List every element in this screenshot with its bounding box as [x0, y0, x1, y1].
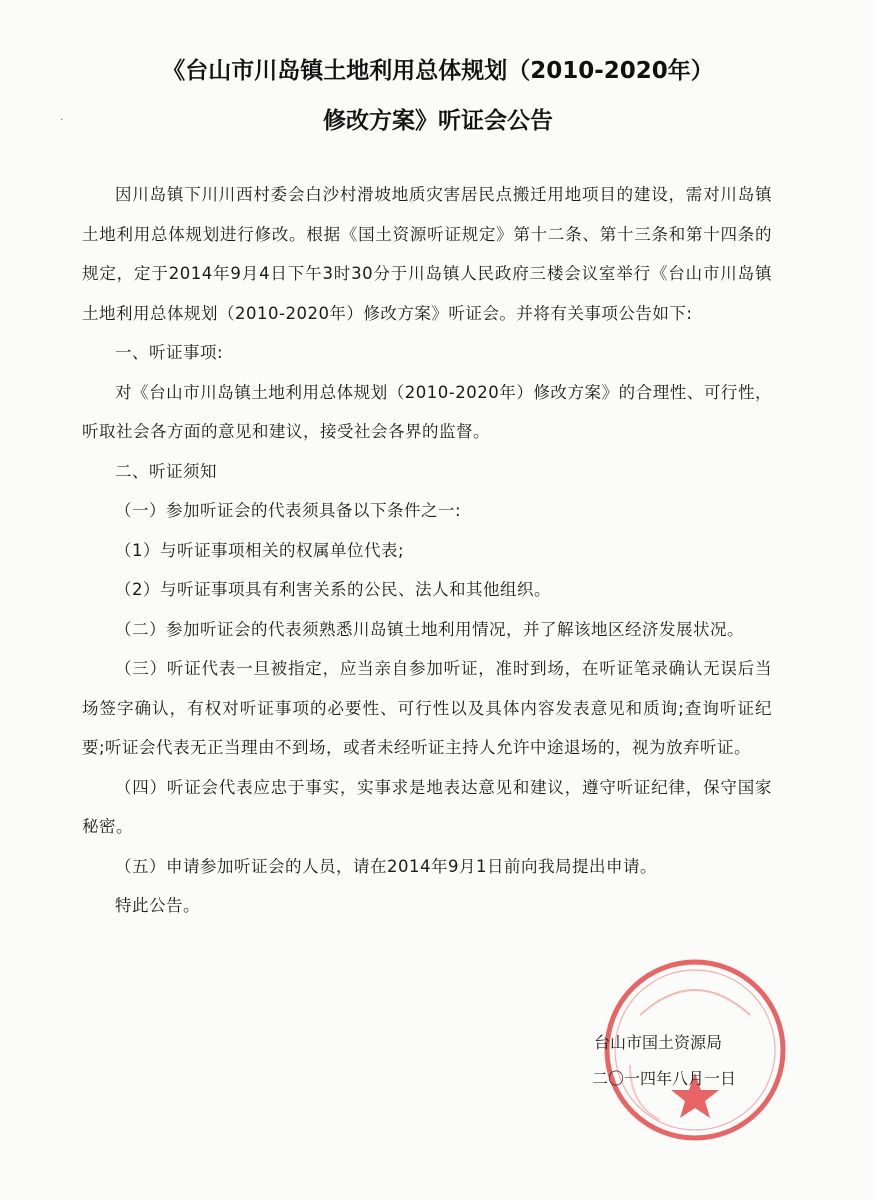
title-line-2: 修改方案》听证会公告 — [323, 108, 553, 134]
paragraph-notes-1-b: （2）与听证事项具有利害关系的公民、法人和其他组织。 — [115, 580, 551, 599]
paragraph-intro: 因川岛镇下川川西村委会白沙村滑坡地质灾害居民点搬迁用地项目的建设，需对川岛镇土地利用总体规划进行修改。根据《国土资源听证规定》第十二条、第十三条和第十四条的规定，定于2014年9月4日下午3时30分于川岛镇人民政府三楼会议室举行《台山市川岛镇土地利用总体规划（2010-2020年）修改方案》听证会。并将有关事项公告如下: — [82, 185, 772, 323]
signature-organization: 台山市国土资源局 — [594, 1033, 723, 1052]
heading-hearing-matters: 一、听证事项: — [115, 343, 224, 362]
paragraph-closing: 特此公告。 — [115, 896, 200, 915]
heading-hearing-notes: 二、听证须知 — [115, 461, 217, 481]
scan-speck: · — [60, 113, 64, 126]
signature-date: 二〇一四年八月一日 — [592, 1069, 737, 1088]
paragraph-notes-5: （五）申请参加听证会的人员，请在2014年9月1日前向我局提出申请。 — [115, 856, 657, 876]
paragraph-notes-4: （四）听证会代表应忠于事实，实事求是地表达意见和建议，遵守听证纪律，保守国家秘密。 — [82, 777, 772, 836]
paragraph-notes-1-a: （1）与听证事项相关的权属单位代表; — [115, 540, 405, 560]
paragraph-hearing-matters: 对《台山市川岛镇土地利用总体规划（2010-2020年）修改方案》的合理性、可行性，听取社会各方面的意见和建议，接受社会各界的监督。 — [82, 382, 772, 441]
announcement-body — [82, 175, 772, 926]
paragraph-notes-3: （三）听证代表一旦被指定，应当亲自参加听证，准时到场，在听证笔录确认无误后当场签字确认，有权对听证事项的必要性、可行性以及具体内容发表意见和质询;查询听证纪要;听证会代表无正当理由不到场，或者未经听证主持人允许中途退场的，视为放弃听证。 — [82, 659, 772, 757]
paragraph-notes-1: （一）参加听证会的代表须具备以下条件之一: — [115, 501, 462, 520]
title-line-1: 《台山市川岛镇土地利用总体规划（2010-2020年） — [162, 58, 714, 84]
paragraph-notes-2: （二）参加听证会的代表须熟悉川岛镇土地利用情况，并了解该地区经济发展状况。 — [115, 619, 744, 639]
